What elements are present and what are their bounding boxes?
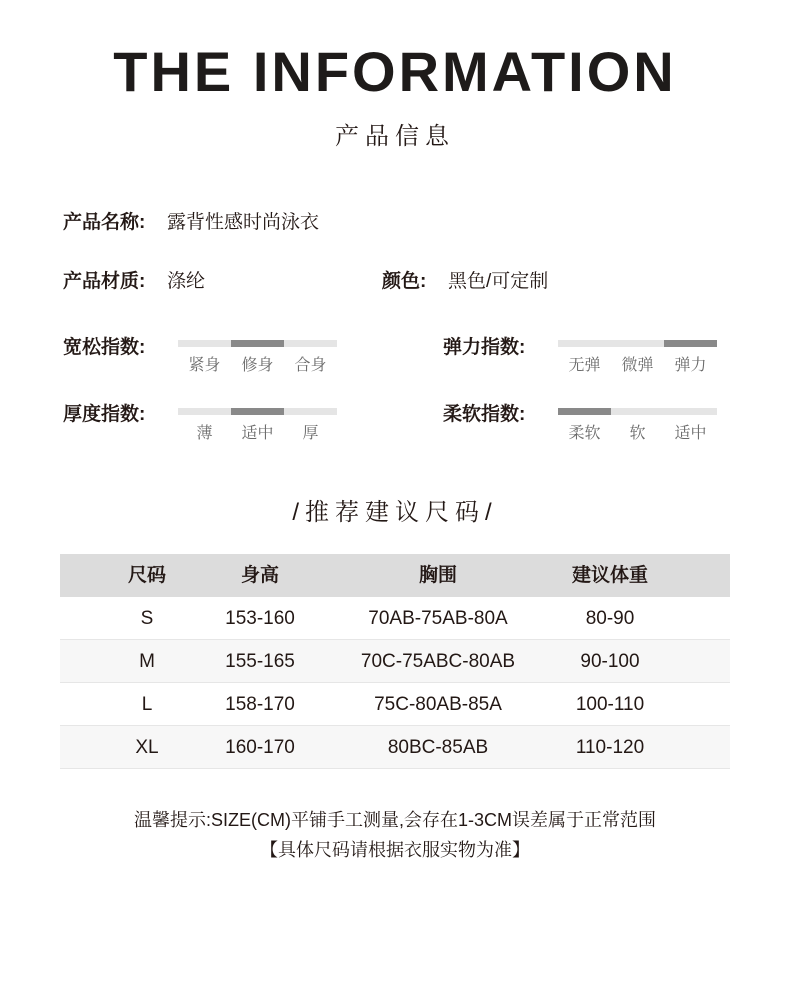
scale-segment bbox=[231, 408, 284, 415]
product-name-label: 产品名称: bbox=[63, 212, 146, 233]
header-cell-bust: 胸围 bbox=[418, 565, 457, 586]
scale-segment bbox=[611, 408, 664, 415]
table-row bbox=[60, 640, 730, 683]
actual-size-note: 【具体尺码请根据衣服实物为准】 bbox=[260, 840, 530, 860]
scale-option-label: 弹力 bbox=[674, 357, 707, 374]
page-subtitle: 产品信息 bbox=[335, 123, 455, 150]
scale-option-label: 紧身 bbox=[188, 357, 221, 374]
height-cell: 153-160 bbox=[225, 608, 295, 629]
scale-option-label: 适中 bbox=[241, 425, 274, 442]
scale-segment bbox=[664, 408, 717, 415]
bust-cell: 70C-75ABC-80AB bbox=[360, 651, 516, 672]
weight-cell: 100-110 bbox=[575, 694, 645, 715]
table-row bbox=[60, 597, 730, 640]
bust-cell: 75C-80AB-85A bbox=[374, 694, 502, 715]
softness-scale bbox=[558, 408, 717, 448]
bust-cell: 80BC-85AB bbox=[387, 737, 489, 758]
page-title: THE INFORMATION bbox=[113, 40, 677, 103]
weight-cell: 110-120 bbox=[575, 737, 645, 758]
scale-option-label: 柔软 bbox=[568, 425, 601, 442]
height-cell: 158-170 bbox=[225, 694, 295, 715]
scale-segment bbox=[231, 340, 284, 347]
size-cell: M bbox=[139, 651, 155, 672]
scale-segment bbox=[664, 340, 717, 347]
size-section-title: /推荐建议尺码/ bbox=[292, 499, 498, 526]
scale-option-label: 适中 bbox=[674, 425, 707, 442]
weight-cell: 80-90 bbox=[585, 608, 635, 629]
header-cell-height: 身高 bbox=[240, 565, 279, 586]
product-material-label: 产品材质: bbox=[63, 271, 146, 292]
elasticity-index-label: 弹力指数: bbox=[443, 337, 526, 358]
thickness-index-label: 厚度指数: bbox=[63, 404, 146, 425]
looseness-scale bbox=[178, 340, 337, 380]
table-row bbox=[60, 726, 730, 769]
scale-option-label: 软 bbox=[629, 425, 646, 442]
size-cell: XL bbox=[135, 737, 159, 758]
looseness-index-label: 宽松指数: bbox=[63, 337, 146, 358]
product-material-value: 涤纶 bbox=[167, 271, 206, 292]
size-table-header bbox=[60, 554, 730, 597]
scale-segment bbox=[284, 408, 337, 415]
softness-index-label: 柔软指数: bbox=[443, 404, 526, 425]
height-cell: 160-170 bbox=[225, 737, 295, 758]
weight-cell: 90-100 bbox=[580, 651, 640, 672]
scale-segment bbox=[178, 408, 231, 415]
scale-option-label: 厚 bbox=[302, 425, 319, 442]
scale-option-label: 无弹 bbox=[568, 357, 601, 374]
size-table bbox=[60, 554, 730, 769]
product-color-value: 黑色/可定制 bbox=[448, 271, 549, 292]
scale-segment bbox=[558, 408, 611, 415]
scale-segment bbox=[284, 340, 337, 347]
measurement-note: 温馨提示:SIZE(CM)平铺手工测量,会存在1-3CM误差属于正常范围 bbox=[134, 810, 656, 830]
scale-option-label: 修身 bbox=[241, 357, 274, 374]
scale-segment bbox=[558, 340, 611, 347]
header-cell-size: 尺码 bbox=[127, 565, 166, 586]
scale-segment bbox=[611, 340, 664, 347]
scale-option-label: 微弹 bbox=[621, 357, 654, 374]
header-cell-weight: 建议体重 bbox=[571, 565, 648, 586]
bust-cell: 70AB-75AB-80A bbox=[368, 608, 508, 629]
scale-option-label: 薄 bbox=[196, 425, 213, 442]
size-cell: L bbox=[141, 694, 153, 715]
table-row bbox=[60, 683, 730, 726]
scale-option-label: 合身 bbox=[294, 357, 327, 374]
thickness-scale bbox=[178, 408, 337, 448]
elasticity-scale bbox=[558, 340, 717, 380]
size-cell: S bbox=[140, 608, 154, 629]
scale-segment bbox=[178, 340, 231, 347]
height-cell: 155-165 bbox=[225, 651, 295, 672]
product-color-label: 颜色: bbox=[382, 271, 427, 292]
product-name-value: 露背性感时尚泳衣 bbox=[167, 212, 320, 233]
